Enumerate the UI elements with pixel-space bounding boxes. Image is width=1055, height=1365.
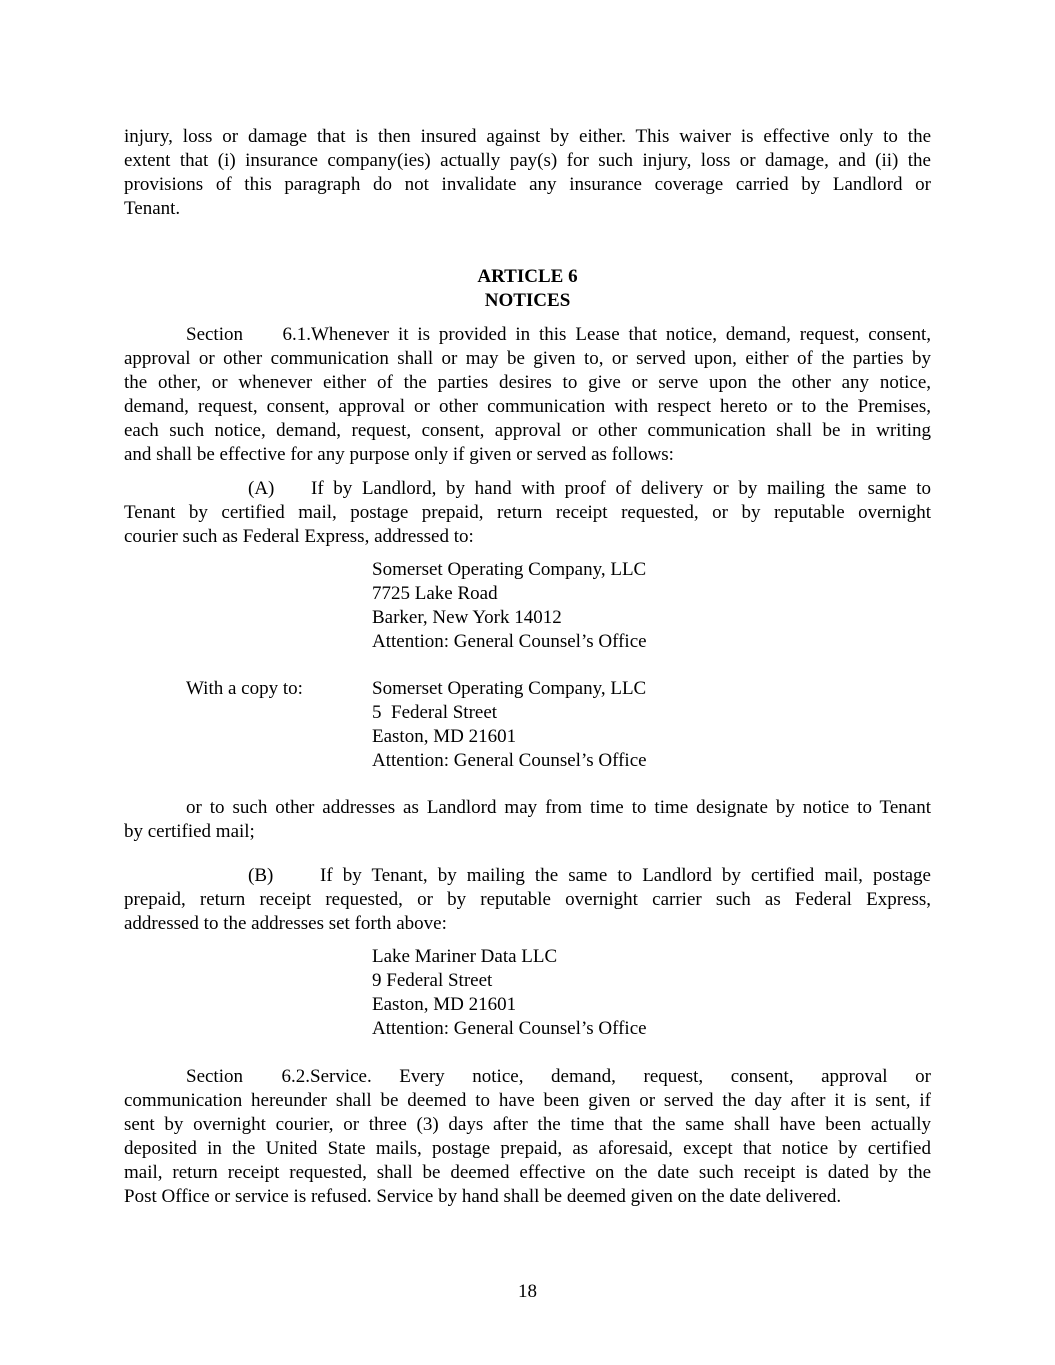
text-line: by certified mail;: [124, 821, 255, 842]
address-line: Easton, MD 21601: [372, 994, 517, 1015]
text-line: mail, return receipt requested, shall be deemed effective on the date such receipt is dated by the: [124, 1162, 931, 1183]
text-line: deposited in the United State mails, postage prepaid, as aforesaid, except that notice by certified: [124, 1138, 931, 1159]
article-title: NOTICES: [484, 290, 571, 311]
text-line: the other, or whenever either of the parties desires to give or serve upon the other any notice,: [124, 372, 931, 393]
text-line: injury, loss or damage that is then insured against by either. This waiver is effective only to the: [124, 126, 931, 147]
address-line: Lake Mariner Data LLC: [372, 946, 558, 967]
text-line: sent by overnight courier, or three (3) days after the time that the same shall have been actually: [124, 1114, 931, 1135]
text-line: communication hereunder shall be deemed to have been given or served the day after it is sent, if: [124, 1090, 931, 1111]
copy-to-label: With a copy to:: [186, 678, 303, 699]
text-line: or to such other addresses as Landlord may from time to time designate by notice to Tenant: [186, 797, 931, 818]
text-line: approval or other communication shall or may be given to, or served upon, either of the parties by: [124, 348, 931, 369]
text-line: Section 6.1.Whenever it is provided in this Lease that notice, demand, request, consent,: [186, 324, 931, 345]
text-line: addressed to the addresses set forth above:: [124, 913, 447, 934]
text-line: demand, request, consent, approval or other communication with respect hereto or to the Premises,: [124, 396, 931, 417]
address-line: Somerset Operating Company, LLC: [372, 678, 647, 699]
section-6-1-paragraph: [124, 323, 931, 467]
address-line: Easton, MD 21601: [372, 726, 517, 747]
text-line: Tenant.: [124, 198, 181, 219]
page-number: 18: [518, 1281, 537, 1302]
text-line: extent that (i) insurance company(ies) actually pay(s) for such injury, loss or damage, and (ii) the: [124, 150, 931, 171]
text-line: prepaid, return receipt requested, or by reputable overnight carrier such as Federal Express,: [124, 889, 931, 910]
address-line: Attention: General Counsel’s Office: [372, 1018, 647, 1039]
text-line: Tenant by certified mail, postage prepaid, return receipt requested, or by reputable overnight: [124, 502, 931, 523]
address-line: 9 Federal Street: [372, 970, 493, 991]
section-label: Section 6.1.: [186, 324, 311, 345]
intro-paragraph: [124, 125, 931, 221]
address-line: Attention: General Counsel’s Office: [372, 750, 647, 771]
text-line: courier such as Federal Express, addressed to:: [124, 526, 474, 547]
text-line: and shall be effective for any purpose only if given or served as follows:: [124, 444, 674, 465]
text-line: provisions of this paragraph do not invalidate any insurance coverage carried by Landlord or: [124, 174, 931, 195]
clause-a-tail: [124, 796, 931, 844]
address-line: 7725 Lake Road: [372, 583, 498, 604]
section-label: Section 6.2.: [186, 1066, 310, 1087]
text-line: Section 6.2.Service. Every notice, demand, request, consent, approval or: [186, 1066, 931, 1087]
text-line: (B) If by Tenant, by mailing the same to Landlord by certified mail, postage: [248, 865, 931, 886]
text-line: each such notice, demand, request, consent, approval or other communication shall be in writing: [124, 420, 931, 441]
address-line: 5 Federal Street: [372, 702, 498, 723]
address-line: Attention: General Counsel’s Office: [372, 631, 647, 652]
clause-a-paragraph: [124, 477, 931, 549]
address-line: Somerset Operating Company, LLC: [372, 559, 647, 580]
section-6-2-paragraph: [124, 1065, 931, 1209]
clause-b-paragraph: [124, 864, 931, 936]
text-line: (A) If by Landlord, by hand with proof of delivery or by mailing the same to: [248, 478, 931, 499]
address-line: Barker, New York 14012: [372, 607, 562, 628]
article-number: ARTICLE 6: [477, 266, 578, 287]
text-line: Post Office or service is refused. Service by hand shall be deemed given on the date delivered.: [124, 1186, 842, 1207]
clause-label: (A): [248, 478, 275, 499]
landlord-address: [372, 558, 647, 654]
clause-label: (B): [248, 865, 274, 886]
copy-address: [372, 677, 647, 773]
tenant-address: [372, 945, 647, 1041]
